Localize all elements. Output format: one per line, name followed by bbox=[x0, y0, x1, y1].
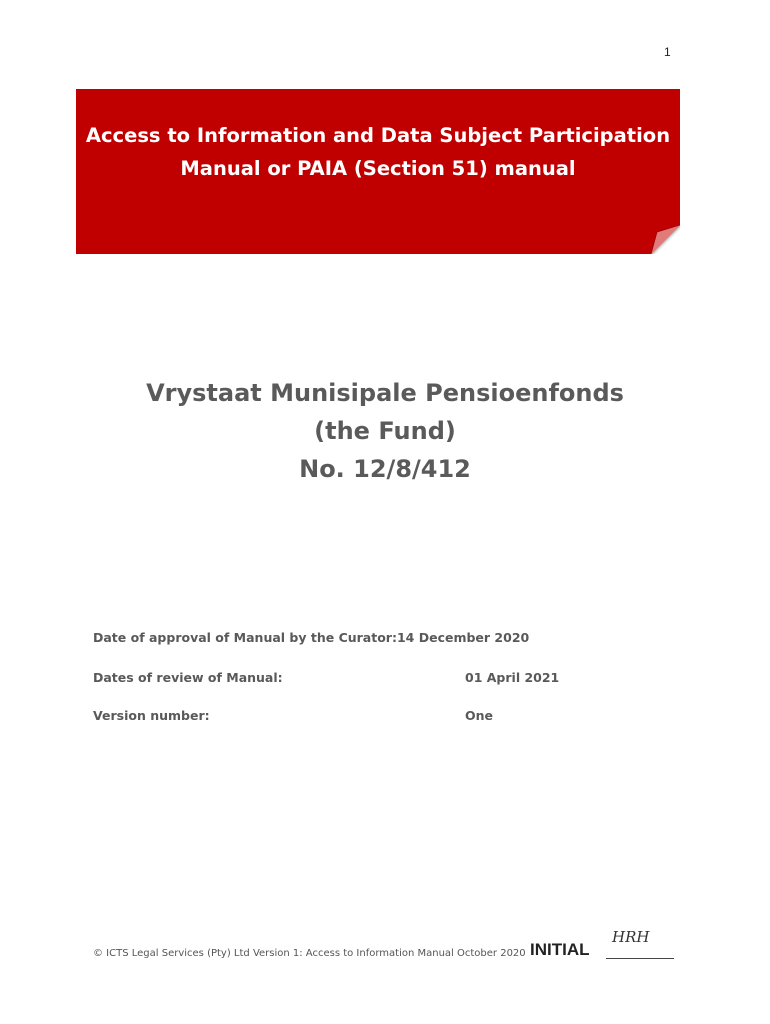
version-label: Version number: bbox=[93, 708, 210, 723]
page-number: 1 bbox=[664, 45, 671, 59]
footer-copyright: © ICTS Legal Services (Pty) Ltd Version 1: Access to Information Manual October 2020 bbox=[93, 948, 526, 959]
fund-heading bbox=[0, 374, 770, 488]
title-banner bbox=[76, 89, 680, 254]
initial-label: INITIAL bbox=[530, 940, 590, 959]
review-date-label: Dates of review of Manual: bbox=[93, 670, 283, 685]
handwritten-initials: HRH bbox=[612, 928, 650, 946]
initial-signature-line bbox=[606, 958, 674, 959]
review-date-value: 01 April 2021 bbox=[465, 670, 560, 685]
version-value: One bbox=[465, 708, 494, 723]
fund-name: Vrystaat Munisipale Pensioenfonds bbox=[146, 379, 624, 407]
fund-alias: (the Fund) bbox=[314, 417, 456, 445]
banner-title bbox=[76, 119, 680, 185]
approval-date: Date of approval of Manual by the Curator:14 December 2020 bbox=[93, 630, 530, 645]
banner-title-line-1: Access to Information and Data Subject Participation bbox=[85, 124, 671, 147]
banner-title-line-2: Manual or PAIA (Section 51) manual bbox=[180, 157, 576, 180]
fund-number: No. 12/8/412 bbox=[299, 455, 471, 483]
